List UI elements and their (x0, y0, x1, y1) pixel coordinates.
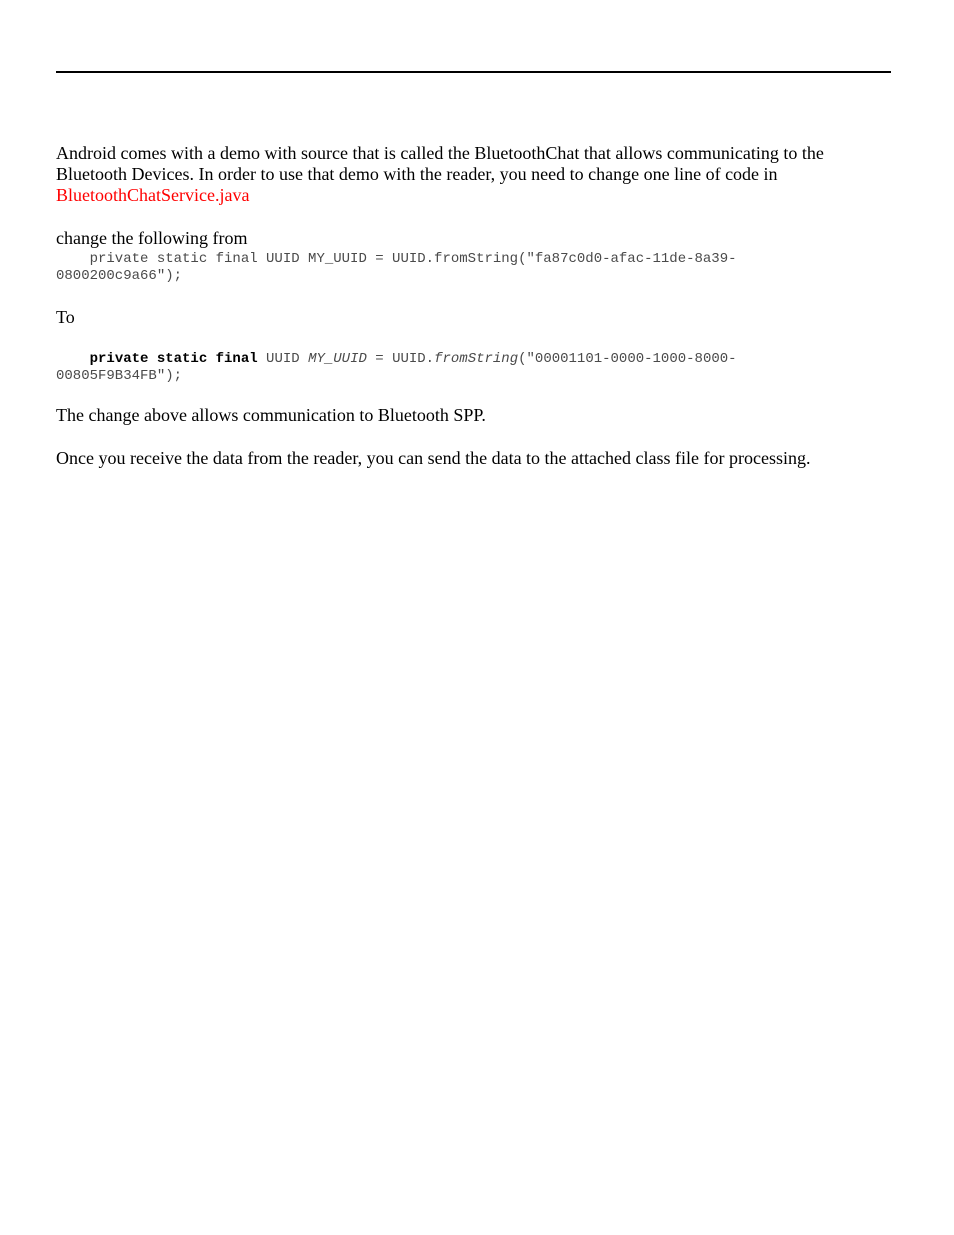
intro-paragraph (56, 143, 891, 206)
closing-paragraph: Once you receive the data from the reader, you can send the data to the attached class file for processing. (56, 448, 811, 468)
replacement-code-block (56, 351, 891, 385)
code-type: UUID (257, 351, 309, 367)
bluetooth-chat-service-link[interactable]: BluetoothChatService.java (56, 185, 250, 205)
code-argument-start: ("00001101-0000-1000-8000- (518, 351, 737, 367)
document-body (56, 143, 891, 469)
code-keywords: private static final (89, 351, 258, 367)
to-label: To (56, 307, 75, 327)
original-code-line-1: private static final UUID MY_UUID = UUID.fromString("fa87c0d0-afac-11de-8a39- (56, 251, 737, 267)
replacement-code-line-2: 00805F9B34FB"); (56, 368, 183, 384)
code-variable: MY_UUID (308, 351, 367, 367)
original-code-line-2: 0800200c9a66"); (56, 268, 183, 284)
intro-line-2: Bluetooth Devices. In order to use that demo with the reader, you need to change one line of code in (56, 164, 778, 184)
from-label: change the following from (56, 228, 248, 248)
note-paragraph: The change above allows communication to Bluetooth SPP. (56, 405, 486, 425)
intro-line-1: Android comes with a demo with source that is called the BluetoothChat that allows communicating to the (56, 143, 824, 163)
code-method: fromString (434, 351, 519, 367)
header-rule (56, 71, 891, 73)
code-assignment: = UUID. (366, 351, 435, 367)
code-indent (56, 351, 90, 367)
original-code-block (56, 251, 891, 285)
